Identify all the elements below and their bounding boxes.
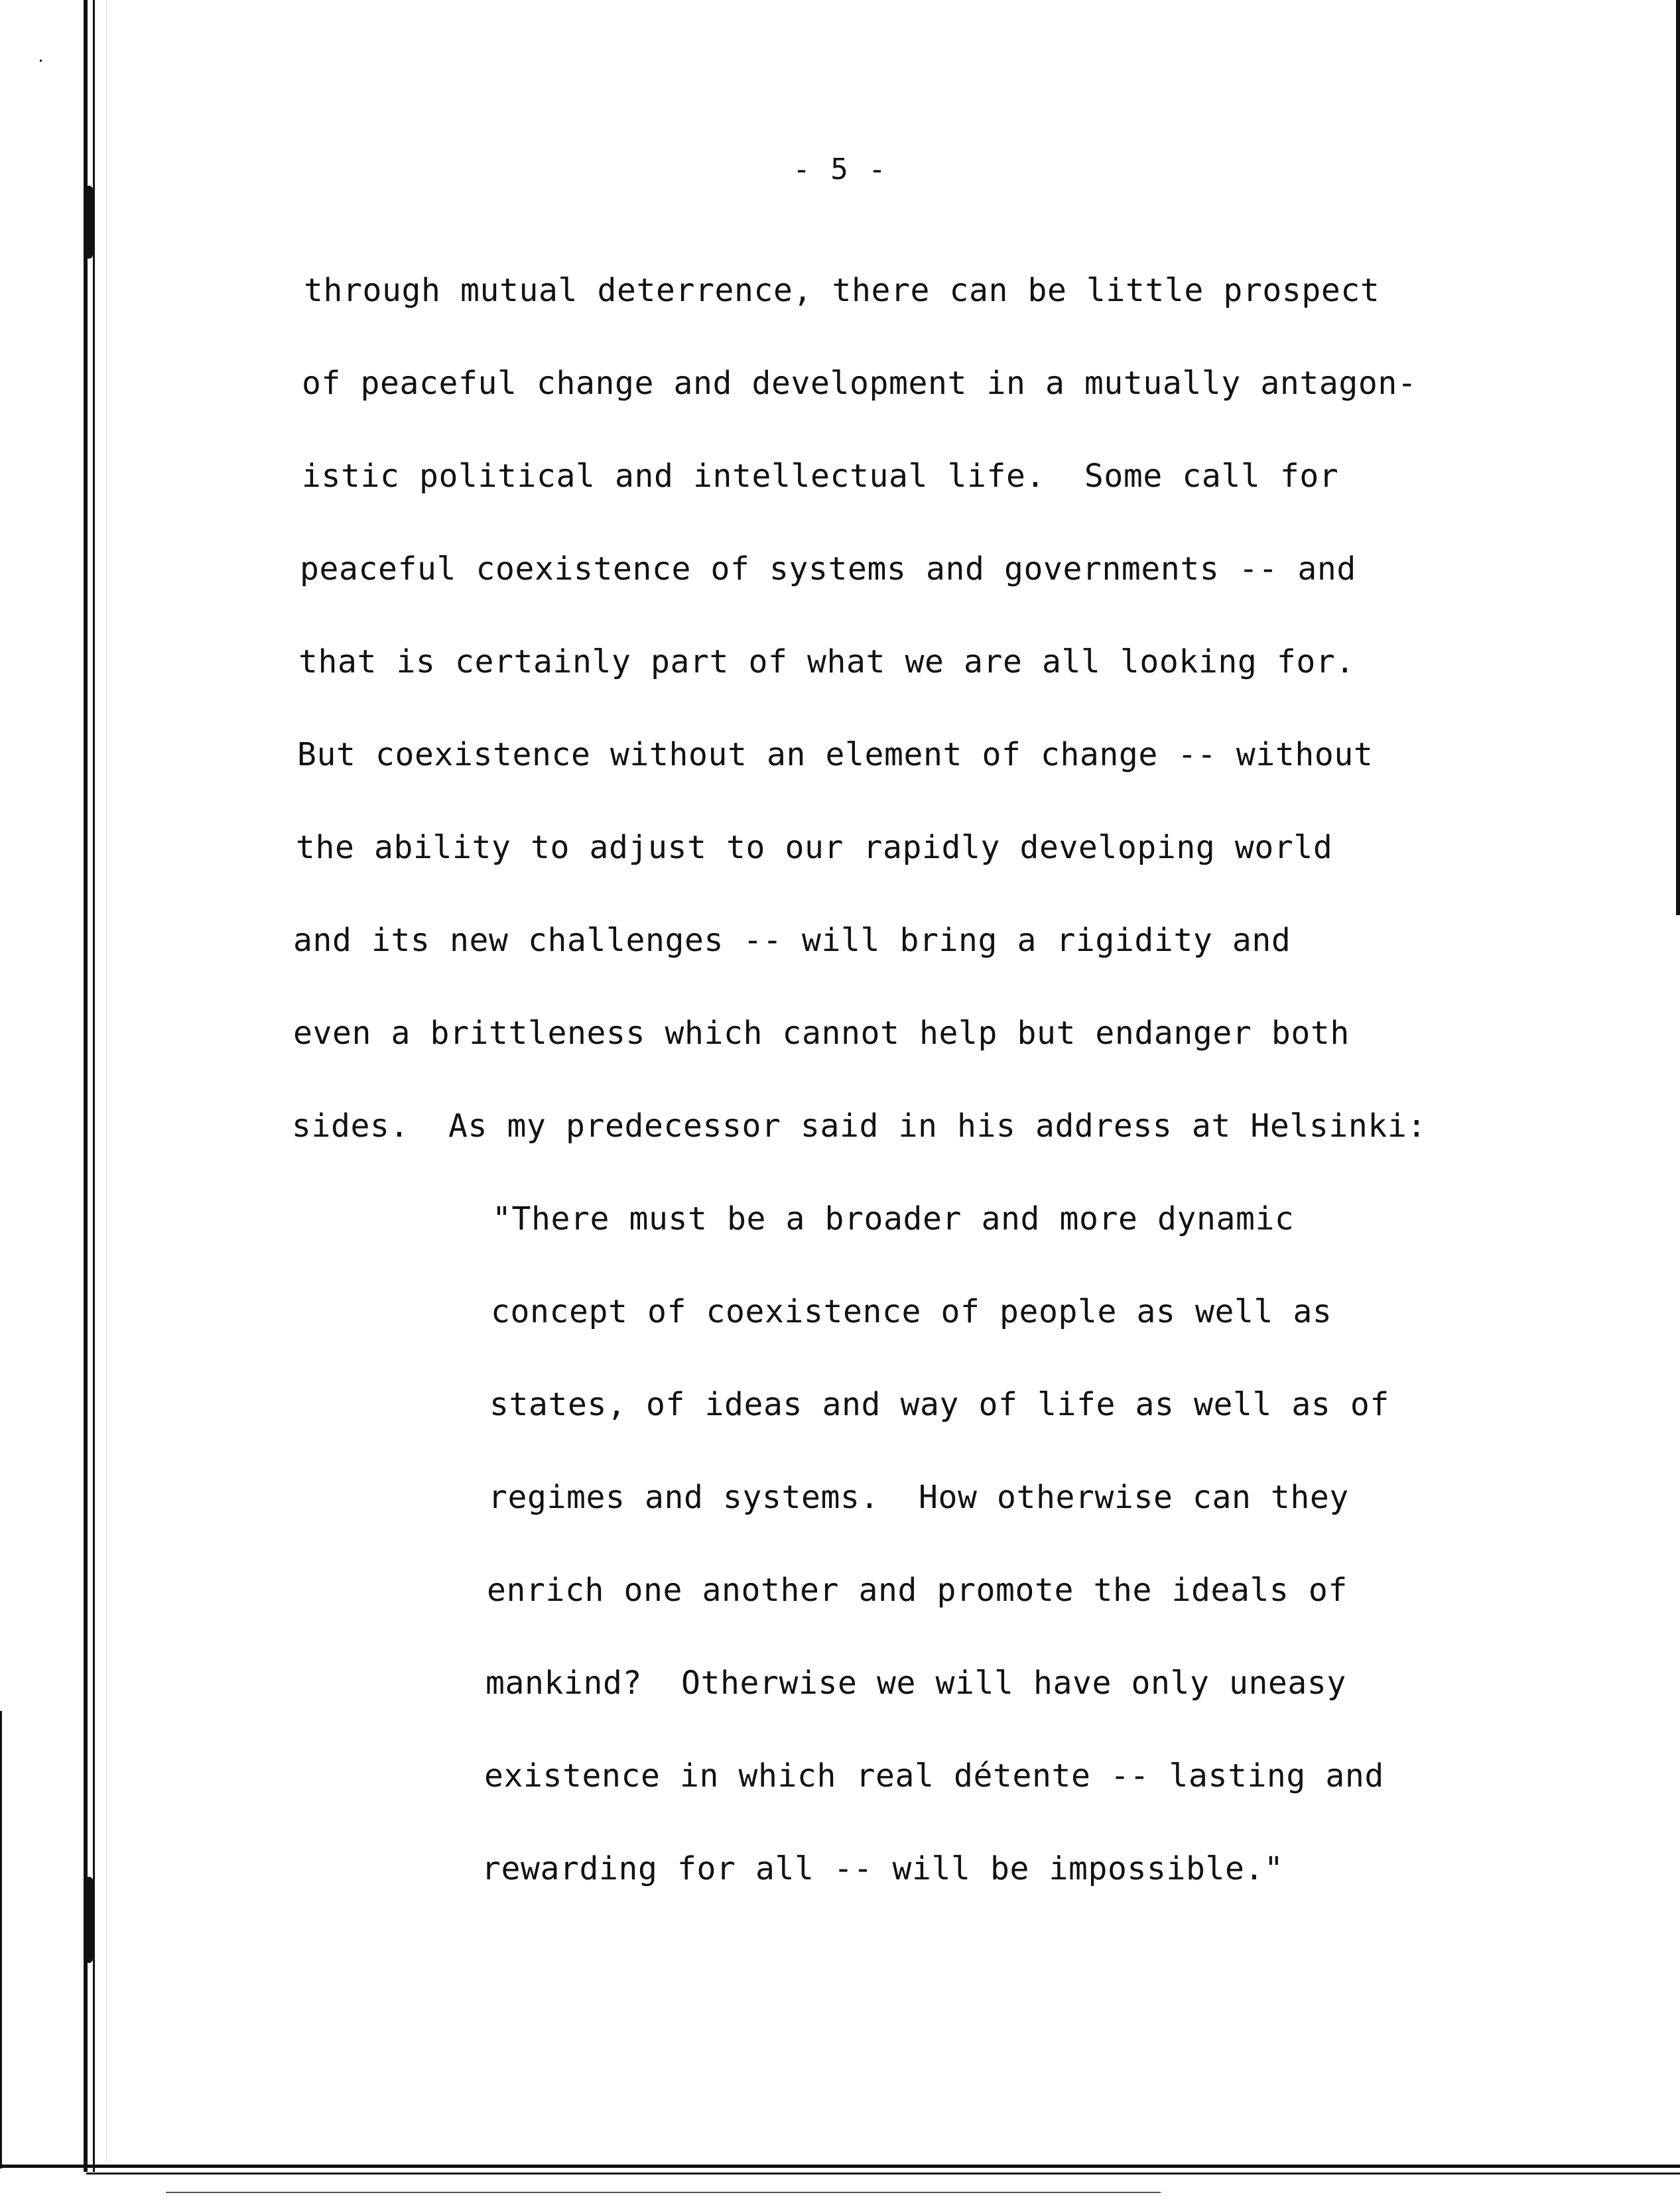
binding-edge-line-inner (93, 0, 95, 2172)
body-line: istic political and intellectual life. Some call for (302, 458, 1339, 495)
quote-line: rewarding for all -- will be impossible." (482, 1850, 1284, 1887)
body-line: the ability to adjust to our rapidly developing world (296, 829, 1333, 866)
bottom-edge-rule (0, 2165, 1680, 2168)
body-line: and its new challenges -- will bring a rigidity and (293, 922, 1291, 959)
binding-clip-mark (85, 1877, 93, 1963)
body-line: that is certainly part of what we are all looking for. (298, 643, 1355, 680)
quote-line: existence in which real détente -- lasting and (484, 1757, 1384, 1795)
quote-line: states, of ideas and way of life as well as of (489, 1386, 1389, 1423)
binding-clip-mark (85, 186, 93, 259)
page-number: - 5 - (793, 153, 887, 186)
body-line: sides. As my predecessor said in his address at Helsinki: (292, 1107, 1427, 1145)
quote-line: concept of coexistence of people as well as (491, 1293, 1332, 1330)
bottom-edge-rule-inner (86, 2173, 1680, 2174)
body-line: even a brittleness which cannot help but endanger both (293, 1015, 1350, 1052)
quote-line: "There must be a broader and more dynamic (492, 1200, 1295, 1237)
quote-line: regimes and systems. How otherwise can they (488, 1479, 1349, 1516)
bottom-scan-shadow (166, 2192, 1161, 2193)
right-edge-mark (1676, 0, 1680, 915)
faint-scan-line (106, 0, 107, 2162)
binding-edge-line (84, 0, 88, 2172)
body-line: through mutual deterrence, there can be little prospect (304, 272, 1380, 309)
body-line: of peaceful change and development in a mutually antagon- (302, 365, 1417, 402)
quote-line: mankind? Otherwise we will have only uneasy (485, 1665, 1346, 1702)
left-edge-mark (0, 1711, 2, 2169)
body-line: But coexistence without an element of change -- without (297, 736, 1374, 773)
body-line: peaceful coexistence of systems and governments -- and (300, 550, 1356, 588)
quote-line: enrich one another and promote the ideals of (487, 1572, 1348, 1609)
stray-dot (40, 60, 42, 62)
